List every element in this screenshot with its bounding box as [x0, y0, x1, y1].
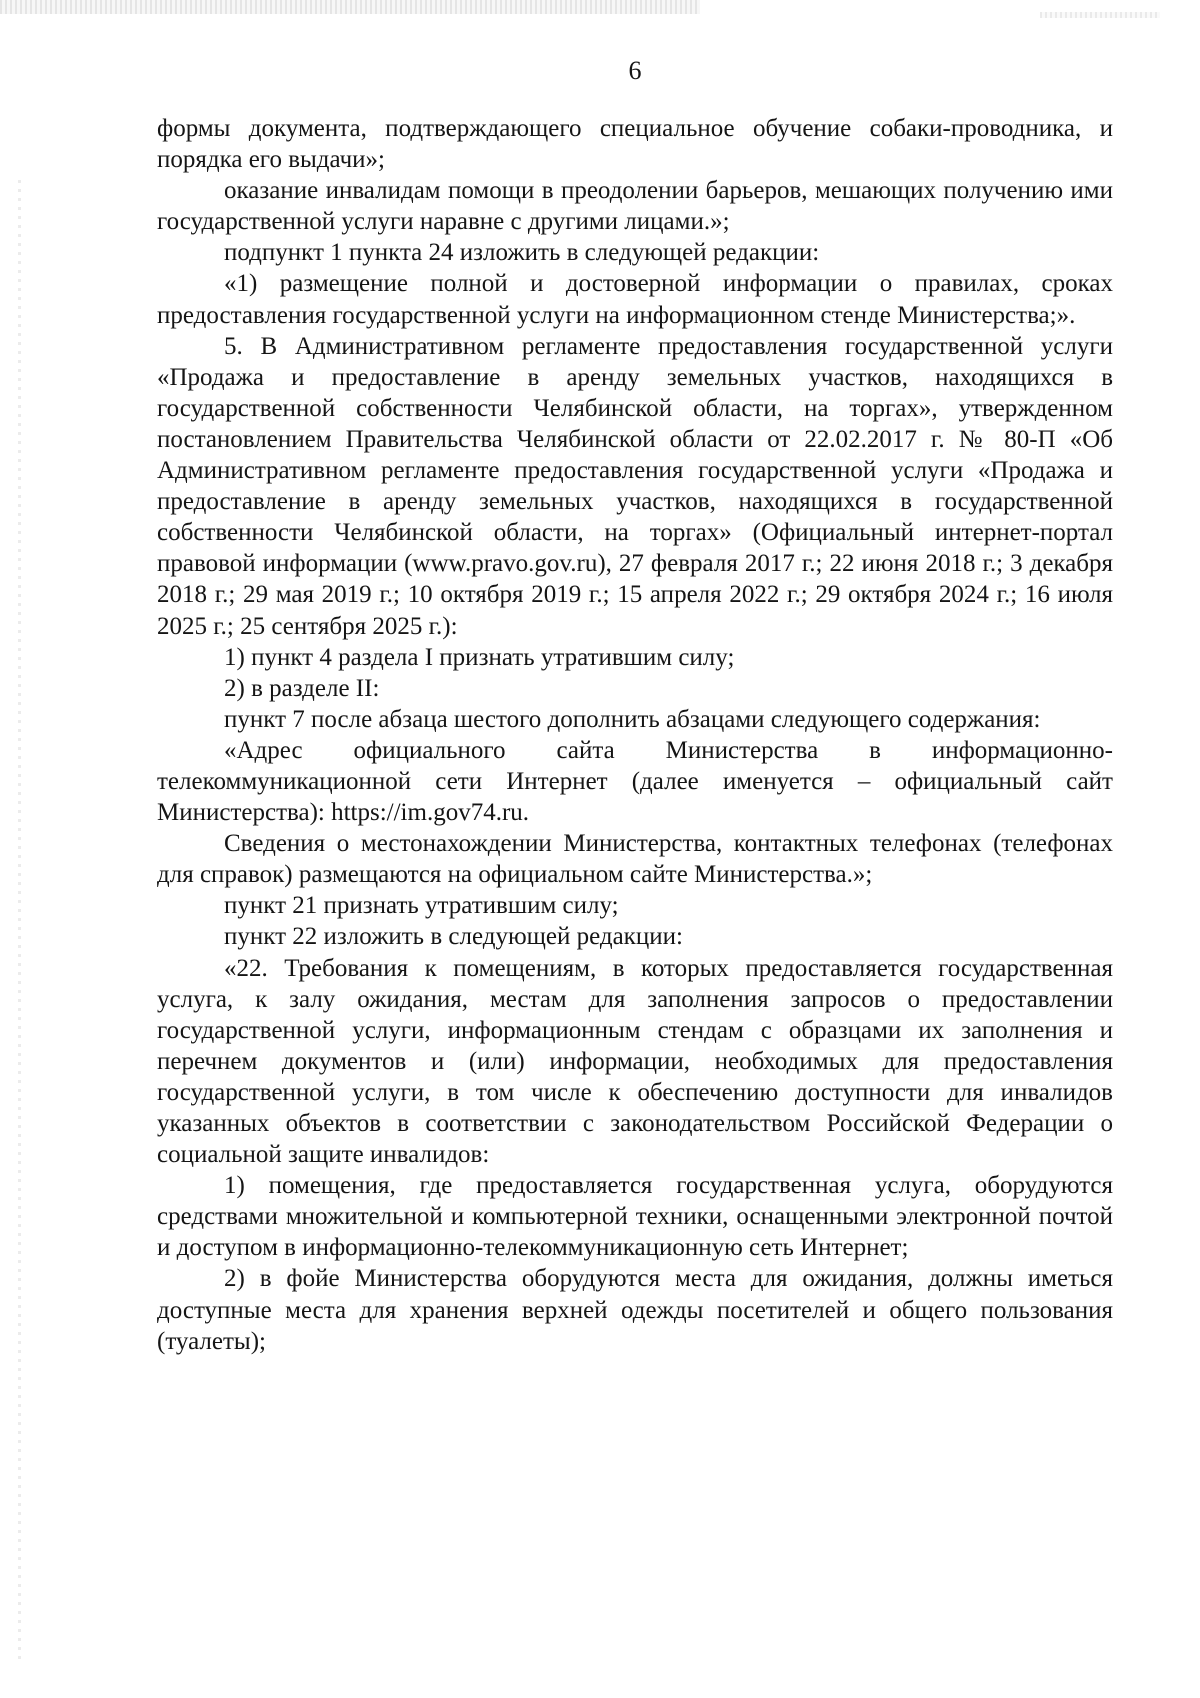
paragraph: 1) помещения, где предоставляется государственная услуга, оборудуются средствами множительной и компьютерной техники, оснащенными электронной почтой и доступом в информационно-телекоммуникационную сеть Интернет;: [157, 1172, 1113, 1262]
paragraph: 2) в фойе Министерства оборудуются места для ожидания, должны иметься доступные места для хранения верхней одежды посетителей и общего пользования (туалеты);: [157, 1265, 1113, 1355]
paragraph: «1) размещение полной и достоверной информации о правилах, сроках предоставления государственной услуги на информационном стенде Министерства;».: [157, 270, 1113, 329]
paragraph: оказание инвалидам помощи в преодолении барьеров, мешающих получению ими государственной услуги наравне с другими лицами.»;: [157, 177, 1113, 236]
scan-artifact-left: [18, 180, 21, 1660]
page-number: 6: [628, 56, 642, 85]
paragraph: Сведения о местонахождении Министерства, контактных телефонах (телефонах для справок) размещаются на официальном сайте Министерства.»;: [157, 830, 1113, 889]
paragraph: 2) в разделе II:: [224, 674, 380, 702]
paragraph: пункт 22 изложить в следующей редакции:: [224, 923, 683, 951]
scan-artifact-top-right: [1040, 12, 1160, 18]
paragraph: 1) пункт 4 раздела I признать утратившим силу;: [224, 643, 735, 671]
paragraph: «Адрес официального сайта Министерства в информационно-телекоммуникационной сети Интернет (далее именуется – официальный сайт Министерства): https://im.gov74.ru.: [157, 736, 1113, 827]
paragraph: пункт 21 признать утратившим силу;: [224, 892, 619, 920]
paragraph: подпункт 1 пункта 24 изложить в следующей редакции:: [224, 239, 820, 267]
document-body: [157, 113, 1113, 1357]
paragraph: 5. В Административном регламенте предоставления государственной услуги «Продажа и предоставление в аренду земельных участков, находящихся в государственной собственности Челябинской области, на торгах», утвержденном постановлением Правительства Челябинской области от 22.02.2017 г. № 80-П «Об Административном регламенте предоставления государственной услуги «Продажа и предоставление в аренду земельных участков, находящихся в государственной собственности Челябинской области, на торгах» (Официальный интернет-портал правовой информации (www.pravo.gov.ru), 27 февраля 2017 г.; 22 июня 2018 г.; 3 декабря 2018 г.; 29 мая 2019 г.; 10 октября 2019 г.; 15 апреля 2022 г.; 29 октября 2024 г.; 16 июля 2025 г.; 25 сентября 2025 г.):: [157, 332, 1113, 640]
paragraph: «22. Требования к помещениям, в которых предоставляется государственная услуга, к залу ожидания, местам для заполнения запросов о предоставлении государственной услуги, информационным стендам с образцами их заполнения и перечнем документов и (или) информации, необходимых для предоставления государственной услуги, в том числе к обеспечению доступности для инвалидов указанных объектов в соответствии с законодательством Российской Федерации о социальной защите инвалидов:: [157, 954, 1113, 1169]
paragraph: формы документа, подтверждающего специальное обучение собаки-проводника, и порядка его выдачи»;: [157, 115, 1113, 174]
scan-artifact-top: [0, 0, 700, 14]
paragraph: пункт 7 после абзаца шестого дополнить абзацами следующего содержания:: [224, 705, 1041, 733]
